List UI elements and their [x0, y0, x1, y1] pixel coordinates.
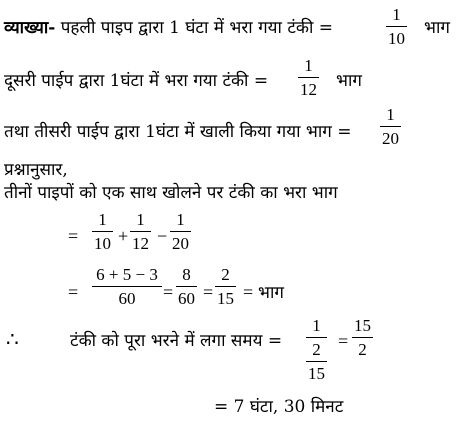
- fraction-bar: [170, 231, 191, 232]
- complex-fraction: [306, 316, 327, 383]
- unit-bhag-1: भाग: [424, 18, 450, 38]
- fraction-bar: [92, 231, 113, 232]
- denominator: 60: [178, 289, 195, 308]
- equals-sign: =: [243, 282, 254, 302]
- equals-sign: =: [68, 282, 79, 302]
- equals-sign: =: [68, 226, 79, 246]
- equals-sign: =: [253, 71, 269, 91]
- numerator: 1: [386, 105, 395, 124]
- time-text: [70, 331, 282, 351]
- time-label: टंकी को पूरा भरने में लगा समय: [70, 331, 263, 351]
- combined-fraction: [92, 265, 162, 308]
- numerator: 2: [221, 265, 230, 284]
- denominator: 20: [172, 234, 189, 253]
- denominator: 20: [382, 129, 399, 148]
- fraction-bar: [386, 26, 407, 27]
- equals-sign: =: [318, 18, 334, 38]
- line2-text: दूसरी पाईप द्वारा 1घंटा में भरा गया टंकी: [4, 71, 249, 91]
- denominator: 10: [388, 29, 405, 48]
- minus-sign: −: [157, 226, 168, 246]
- denominator: 10: [94, 234, 111, 253]
- numerator: 1: [98, 210, 107, 229]
- denominator: 2: [358, 340, 367, 359]
- solution-line-3: [4, 122, 352, 142]
- line3-text: तथा तीसरी पाईप द्वारा 1घंटा में खाली किया गया भाग: [4, 122, 332, 142]
- prashnanusar: प्रश्नानुसार,: [4, 160, 68, 180]
- equals-sign: =: [163, 282, 174, 302]
- denominator: 12: [300, 80, 317, 99]
- numerator: 1: [176, 210, 185, 229]
- equals-sign: =: [337, 122, 352, 142]
- solution-line-5: तीनों पाइपों को एक साथ खोलने पर टंकी का भरा भाग: [4, 183, 338, 203]
- denominator: 12: [132, 234, 149, 253]
- solution-line-1: [4, 18, 333, 38]
- fraction-bar: [92, 286, 162, 287]
- sum-term-3: [170, 210, 191, 253]
- fraction-1-10: [386, 5, 407, 48]
- line1-text: पहली पाइप द्वारा 1 घंटा में भरा गया टंकी: [60, 18, 314, 38]
- denominator: 60: [118, 289, 136, 308]
- fraction-bar: [306, 337, 327, 338]
- solution-label: व्याख्या-: [4, 18, 56, 38]
- fraction-bar: [215, 286, 236, 287]
- fraction-bar: [298, 77, 319, 78]
- numerator: 1: [304, 56, 313, 75]
- simplified-fraction-2-15: [215, 265, 236, 308]
- unit-bhag-3: भाग: [258, 283, 284, 303]
- therefore-symbol: ∴: [6, 329, 19, 351]
- fraction-1-12: [298, 56, 319, 99]
- solution-line-2: [4, 71, 268, 91]
- fraction-1-20: [380, 105, 401, 148]
- equals-sign: =: [203, 282, 214, 302]
- numerator: 1: [392, 5, 401, 24]
- equals-sign: =: [267, 331, 283, 351]
- numerator: 1: [312, 316, 321, 335]
- inner-numerator: 2: [312, 340, 321, 359]
- result-fraction: [352, 316, 373, 359]
- simplified-fraction-8-60: [176, 265, 197, 308]
- sum-term-2: [130, 210, 151, 253]
- denominator: 15: [217, 289, 234, 308]
- fraction-bar: [352, 337, 373, 338]
- equals-sign: =: [338, 331, 349, 351]
- inner-denominator: 15: [308, 364, 325, 383]
- fraction-bar: [130, 231, 151, 232]
- numerator: 15: [354, 316, 371, 335]
- plus-sign: +: [118, 226, 129, 246]
- numerator: 6 + 5 − 3: [96, 265, 158, 284]
- unit-bhag-2: भाग: [336, 71, 362, 91]
- sum-term-1: [92, 210, 113, 253]
- final-answer: = 7 घंटा, 30 मिनट: [214, 397, 344, 417]
- numerator: 1: [136, 210, 145, 229]
- fraction-bar: [176, 286, 197, 287]
- fraction-bar-inner: [306, 361, 327, 362]
- fraction-bar: [380, 126, 401, 127]
- numerator: 8: [182, 265, 191, 284]
